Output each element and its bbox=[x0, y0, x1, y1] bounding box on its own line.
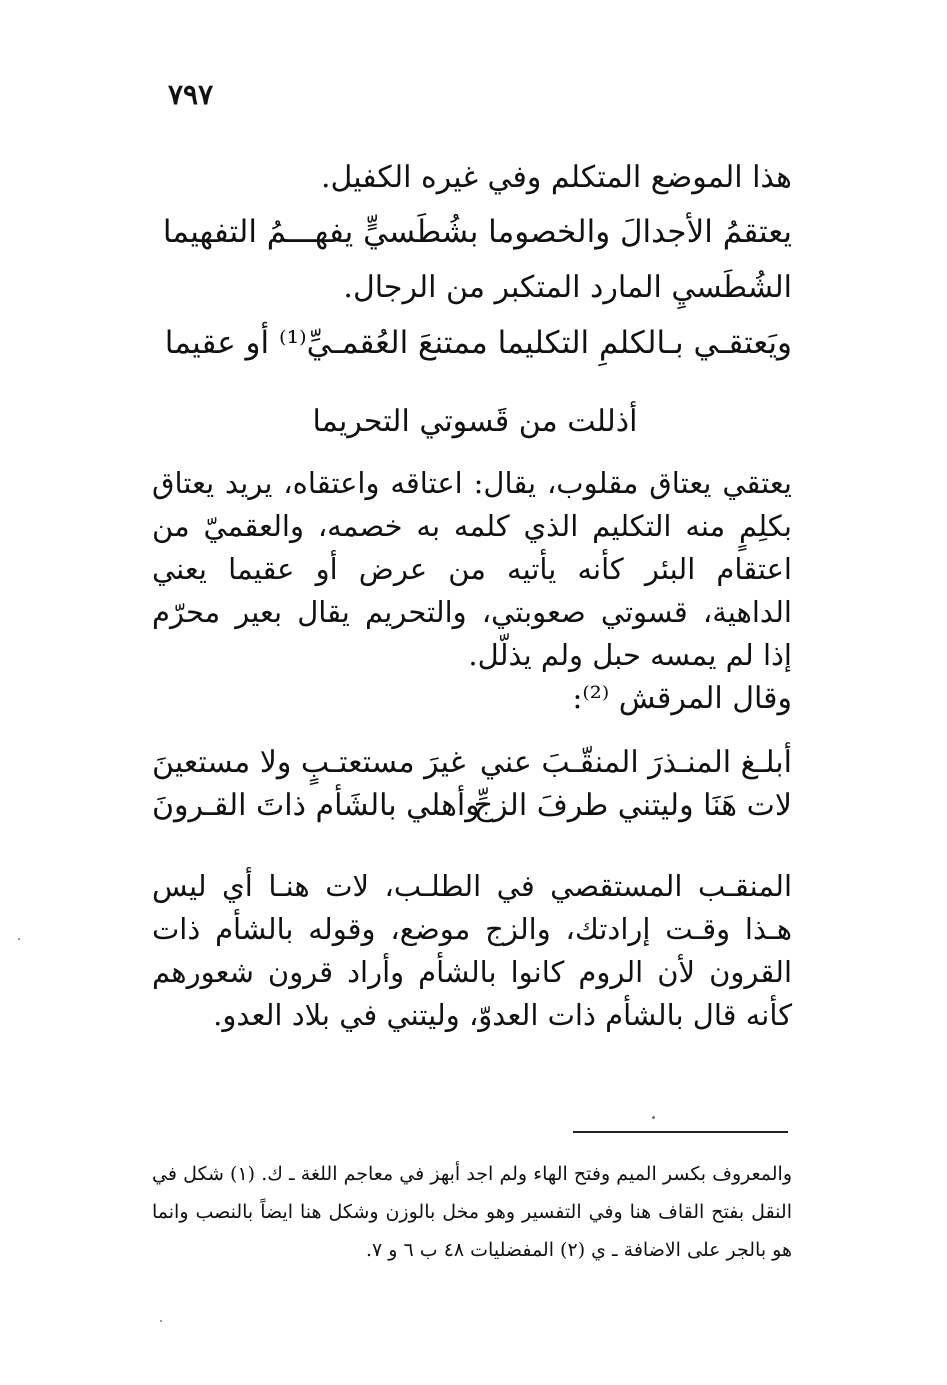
paper-speck bbox=[160, 1320, 162, 1322]
paper-speck bbox=[652, 1116, 655, 1119]
commentary-paragraph-2: المنقـب المستقصي في الطلـب، لات هنـا أي ليس هـذا وقـت إرادتك، والزج موضع، وقوله بالشأم ذات القرون لأن الروم كانوا بالشأم وأراد قرون شعورهم كأنه قال بالشأم ذات العدوّ، وليتني في بلاد العدو. bbox=[152, 869, 792, 1032]
paper-speck bbox=[18, 938, 20, 940]
footnote-divider bbox=[573, 1131, 788, 1133]
verse-line-2: ويَعتقـي بـالكلمِ التكليما ممتنعَ العُقمـيِّ⁽¹⁾ أو عقيما bbox=[164, 325, 792, 361]
poet-introduction: وقال المرقش ⁽²⁾: bbox=[572, 681, 792, 716]
text-line-2: الشُطَسيِ المارد المتكبر من الرجال. bbox=[343, 270, 792, 305]
couplet-2-second-hemistich: وأهلي بالشَأم ذاتَ القـرونَ bbox=[152, 788, 480, 823]
couplet-2-first-hemistich: لات هَنَا وليتني طرفَ الزجِّ bbox=[473, 788, 792, 823]
commentary-paragraph-1: يعتقي يعتاق مقلوب، يقال: اعتاقه واعتقاه، يريد يعتاق بكلِمٍ منه التكليم الذي كلمه به خصمه، والعقميّ من اعتقام البئر كأنه يأتيه من عرض أو عقيما يعني الداهية، قسوتي صعوبتي، والتحريم يقال بعير محرّم إذا لم يمسه حبل ولم يذلّل. bbox=[152, 466, 792, 672]
couplet-1-second-hemistich: غيرَ مستعتـبٍ ولا مستعينَ bbox=[152, 745, 466, 780]
couplet-line-2 bbox=[152, 784, 792, 828]
page-number: ٧٩٧ bbox=[168, 78, 214, 111]
verse-line-1: يعتقمُ الأجدالَ والخصوما بشُطَسيٍّ يفهـــمُ التفهيما bbox=[162, 214, 792, 250]
text-line-1: هذا الموضع المتكلم وفي غيره الكفيل. bbox=[320, 160, 792, 195]
couplet-line-1 bbox=[152, 741, 792, 785]
couplet-1-first-hemistich: أبلـغ المنـذرَ المنقّـبَ عني bbox=[479, 745, 792, 780]
verse-line-3: أذللت من قَسوتي التحريما bbox=[312, 404, 638, 439]
footnotes: والمعروف بكسر الميم وفتح الهاء ولم اجد أبهز في معاجم اللغة ـ ك. (١) شكل في النقل بفتح القاف هنا وفي التفسير وهو مخل بالوزن وشكل هنا ايضاً بالنصب وانما هو بالجر على الاضافة ـ ي (٢) المفضليات ٤٨ ب ٦ و ٧. bbox=[152, 1163, 792, 1261]
